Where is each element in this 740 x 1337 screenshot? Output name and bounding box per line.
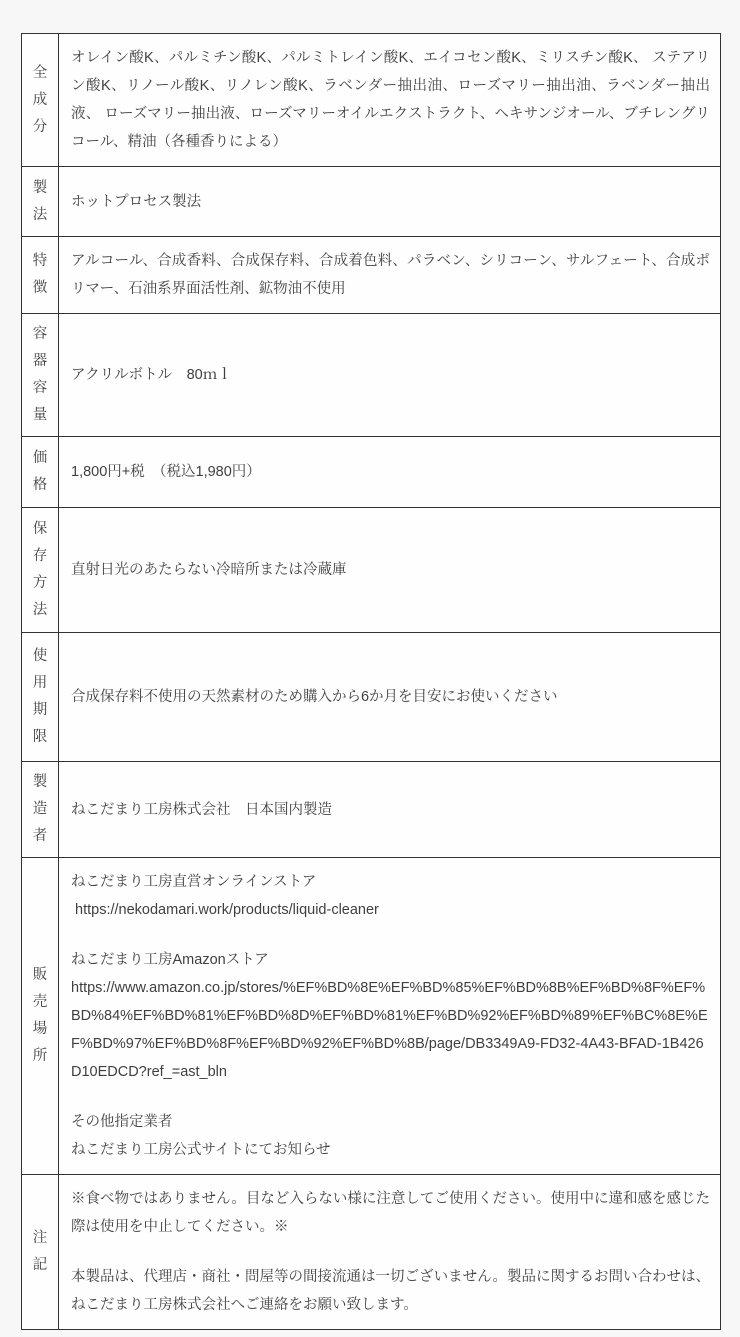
cell-paragraph: 1,800円+税 （税込1,980円） bbox=[71, 464, 261, 480]
row-label-char: 用 bbox=[32, 675, 48, 691]
row-label-char: 容 bbox=[32, 326, 48, 342]
row-label-text bbox=[22, 962, 58, 1070]
table-row bbox=[22, 1175, 721, 1330]
row-label-char: 成 bbox=[32, 91, 48, 108]
table-row bbox=[22, 34, 721, 167]
row-label-cell bbox=[22, 858, 59, 1175]
row-label-char: 存 bbox=[32, 548, 48, 564]
row-label-text bbox=[22, 445, 58, 499]
row-label-cell bbox=[22, 34, 59, 167]
cell-paragraph bbox=[71, 1241, 710, 1263]
row-content-cell bbox=[59, 314, 721, 437]
row-label-char: 注 bbox=[32, 1230, 48, 1246]
row-label-char: 者 bbox=[32, 828, 48, 844]
row-label-char: 造 bbox=[32, 801, 48, 817]
row-label-char: 法 bbox=[32, 602, 48, 618]
row-label-char: 容 bbox=[32, 380, 48, 396]
table-row bbox=[22, 314, 721, 437]
row-label-char: 法 bbox=[32, 206, 48, 223]
row-content-cell bbox=[59, 762, 721, 858]
product-info-table bbox=[21, 33, 721, 1330]
row-label-char: 方 bbox=[32, 575, 48, 591]
row-label-char: 徴 bbox=[32, 280, 48, 296]
table-row bbox=[22, 508, 721, 633]
cell-paragraph: ねこだまり工房公式サイトにてお知らせ bbox=[71, 1142, 331, 1158]
row-label-cell bbox=[22, 167, 59, 237]
cell-paragraph: ねこだまり工房直営オンラインストア bbox=[71, 874, 317, 890]
row-label-text bbox=[22, 643, 58, 751]
cell-paragraph: ホットプロセス製法 bbox=[71, 193, 202, 210]
table-row bbox=[22, 858, 721, 1175]
cell-paragraph: ※食べ物ではありません。目など入らない様に注意してご使用ください。使用中に違和感を感じた際は使用を中止してください。※ bbox=[71, 1191, 710, 1235]
row-label-char: 価 bbox=[32, 450, 48, 466]
row-content-cell bbox=[59, 34, 721, 167]
row-label-char: 使 bbox=[32, 648, 48, 664]
cell-paragraph: ねこだまり工房株式会社 日本国内製造 bbox=[71, 801, 332, 818]
row-label-char: 限 bbox=[32, 729, 48, 745]
table-row bbox=[22, 437, 721, 508]
row-label-char: 販 bbox=[32, 967, 48, 983]
row-label-char: 製 bbox=[32, 179, 48, 196]
cell-paragraph: その他指定業者 bbox=[71, 1114, 173, 1130]
table-row bbox=[22, 237, 721, 314]
cell-paragraph: 本製品は、代理店・商社・問屋等の間接流通は一切ございません。製品に関するお問い合わせは、ねこだまり工房株式会社へご連絡をお願い致します。 bbox=[71, 1269, 710, 1313]
row-label-char: 全 bbox=[32, 64, 48, 81]
cell-paragraph: 直射日光のあたらない冷暗所または冷蔵庫 bbox=[71, 562, 347, 578]
row-label-char: 期 bbox=[32, 702, 48, 718]
row-content-cell bbox=[59, 858, 721, 1175]
row-label-cell bbox=[22, 314, 59, 437]
row-label-char: 特 bbox=[32, 253, 48, 269]
row-content-cell bbox=[59, 167, 721, 237]
row-label-char: 製 bbox=[32, 774, 48, 790]
row-label-cell bbox=[22, 237, 59, 314]
row-label-char: 場 bbox=[32, 1021, 48, 1037]
row-label-char: 量 bbox=[32, 407, 48, 423]
table-row bbox=[22, 762, 721, 858]
row-label-cell bbox=[22, 1175, 59, 1330]
cell-paragraph: 合成保存料不使用の天然素材のため購入から6か月を目安にお使いください bbox=[71, 689, 558, 705]
row-content-cell bbox=[59, 437, 721, 508]
cell-paragraph: https://www.amazon.co.jp/stores/%EF%BD%8E%EF%BD%85%EF%BD%8B%EF%BD%8F%EF%BD%84%EF%BD%81%EF%BD%8D%EF%BD%81%EF%BD%92%EF%BD%89%EF%BC%8E%EF%BD%97%EF%BD%8F%EF%BD%92%EF%BD%8B/page/DB3349A9-FD32-4A43-BFAD-1B426D10EDCD?ref_=ast_bln bbox=[71, 980, 708, 1080]
row-label-text bbox=[22, 248, 58, 302]
product-info-table-body bbox=[22, 34, 721, 1330]
row-label-char: 売 bbox=[32, 994, 48, 1010]
row-label-char: 所 bbox=[32, 1048, 48, 1064]
row-label-text bbox=[22, 516, 58, 624]
cell-paragraph: アクリルボトル 80ｍｌ bbox=[71, 367, 232, 383]
row-content-cell bbox=[59, 633, 721, 762]
row-label-text bbox=[22, 60, 58, 141]
row-content-cell bbox=[59, 1175, 721, 1330]
row-label-text bbox=[22, 769, 58, 850]
row-label-char: 記 bbox=[32, 1257, 48, 1273]
row-label-cell bbox=[22, 508, 59, 633]
row-content-cell bbox=[59, 508, 721, 633]
cell-paragraph: オレイン酸K、パルミチン酸K、パルミトレイン酸K、エイコセン酸K、ミリスチン酸K、 ステアリン酸K、リノール酸K、リノレン酸K、ラベンダー抽出油、ローズマリー抽出油、ラベンダー抽出液、 ローズマリー抽出液、ローズマリーオイルエクストラクト、ヘキサンジオール、ブチレングリコール、精油（各種香りによる） bbox=[71, 50, 710, 150]
row-label-char: 分 bbox=[32, 118, 48, 135]
row-label-cell bbox=[22, 633, 59, 762]
row-label-text bbox=[22, 1225, 58, 1279]
row-label-text bbox=[22, 321, 58, 429]
row-label-char: 格 bbox=[32, 477, 48, 493]
row-content-cell bbox=[59, 237, 721, 314]
cell-paragraph bbox=[71, 924, 710, 946]
table-row bbox=[22, 167, 721, 237]
cell-paragraph: https://nekodamari.work/products/liquid-cleaner bbox=[71, 902, 379, 918]
row-label-text bbox=[22, 175, 58, 229]
cell-paragraph bbox=[71, 1086, 710, 1108]
table-row bbox=[22, 633, 721, 762]
cell-paragraph: アルコール、合成香料、合成保存料、合成着色料、パラベン、シリコーン、サルフェート、合成ポリマー、石油系界面活性剤、鉱物油不使用 bbox=[71, 253, 710, 297]
row-label-cell bbox=[22, 437, 59, 508]
row-label-char: 器 bbox=[32, 353, 48, 369]
row-label-cell bbox=[22, 762, 59, 858]
row-label-char: 保 bbox=[32, 521, 48, 537]
cell-paragraph: ねこだまり工房Amazonストア bbox=[71, 952, 269, 968]
